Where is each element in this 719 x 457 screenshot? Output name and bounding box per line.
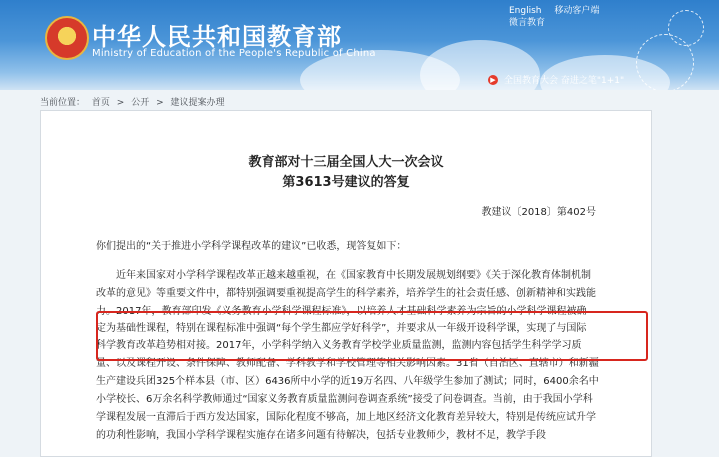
body-line: 科学教育改革趋势相对接。2017年，小学科学纳入义务教育学校学业质量监测，监测内容包括学生科学学习质 [96,340,582,351]
document-title-line2: 第3613号建议的答复 [282,175,410,190]
body-line: 定为基础性课程，特别在课程标准中强调“每个学生都应学好科学”，并要求从一年级开设科学课，实现了与国际 [96,323,587,334]
site-title[interactable]: 中华人民共和国教育部 [92,23,342,51]
mobile-client-link[interactable]: 移动客户端 [554,6,600,16]
breadcrumb-home[interactable]: 首页 [91,98,110,108]
document-greeting: 你们提出的“关于推进小学科学课程改革的建议”已收悉，现答复如下： [96,241,407,252]
breadcrumb-separator: > [116,98,125,108]
document-panel [40,110,652,457]
body-line: 小学校长、6万余名科学教师通过“国家义务教育质量监测问卷调查系统”接受了问卷调查。当前，由于我国小学科 [96,394,593,405]
document-reference: 教建议〔2018〕第402号 [481,207,596,218]
body-line: 改革的意见》等重要文件中，都特别强调要重视提高学生的科学素养，培养学生的社会责任感、创新精神和实践能 [96,288,596,299]
dandelion-decoration [668,10,704,46]
body-line: 量、以及课程开设、条件保障、教师配备、学科教学和学校管理等相关影响因素。31省（自治区、直辖市）和新疆 [96,358,599,369]
document-title-line1: 教育部对十三届全国人大一次会议 [248,155,444,170]
national-emblem-logo: ★ [45,16,89,60]
banner-link-text[interactable]: 全国教育大会 奋进之笔"1+1" [504,76,625,86]
body-line: 力。2017年，教育部印发《义务教育小学科学课程标准》，以培养人才基础科学素养为宗旨的小学科学课程被确 [96,306,587,317]
breadcrumb [40,95,229,108]
english-link[interactable]: English [509,6,542,16]
breadcrumb-proposal[interactable]: 建议提案办理 [170,98,225,108]
wechat-link[interactable]: 微言教育 [509,18,546,28]
breadcrumb-prefix: 当前位置： [40,98,86,108]
breadcrumb-separator: > [156,98,164,108]
highlight-box [96,311,648,361]
banner-link[interactable] [488,73,624,86]
body-line: 近年来国家对小学科学课程改革正越来越重视，在《国家教育中长期发展规划纲要》《关于深化教育体制机制 [116,270,591,281]
body-line: 的功利性影响，我国小学科学课程实施存在诸多问题有待解决，包括专业教师少，教材不足，教学手段 [96,430,546,441]
site-header [0,0,719,90]
body-line: 生产建设兵团325个样本县（市、区）6436所中小学的近19万名四、八年级学生参加了测试；同时，6400余名中 [96,376,599,387]
body-line: 学课程发展一直滞后于西方发达国家，国际化程度不够高，加上地区经济文化教育差异较大，特别是传统应试升学 [96,412,596,423]
site-subtitle: Ministry of Education of the People's Republic of China [92,48,376,59]
arrow-right-icon: ▶ [488,75,498,85]
breadcrumb-public[interactable]: 公开 [131,98,150,108]
